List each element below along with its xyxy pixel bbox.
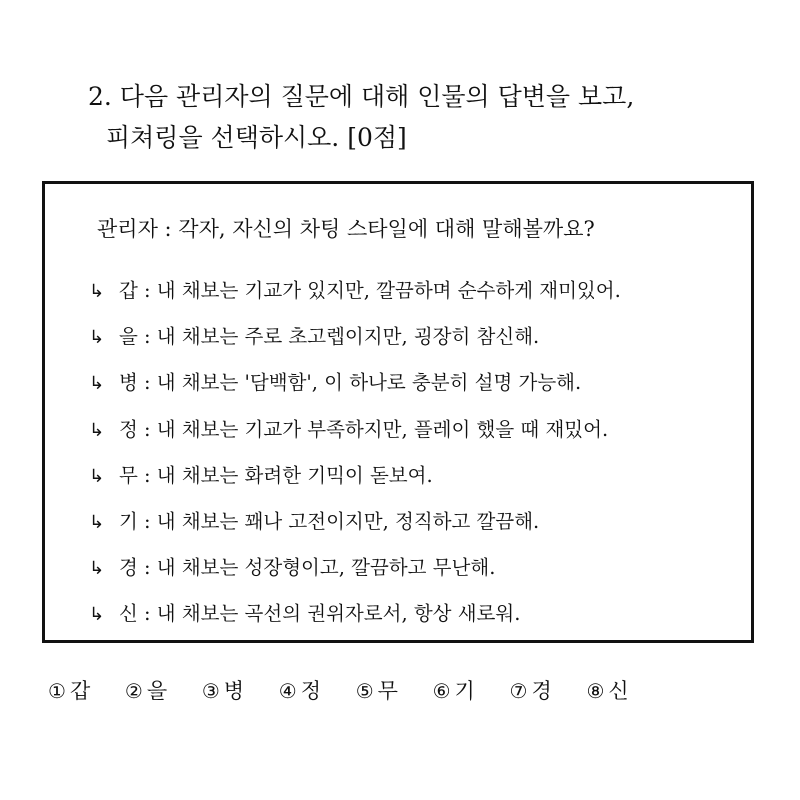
answer-text: 갑 : 내 채보는 기교가 있지만, 깔끔하며 순수하게 재미있어. (119, 279, 621, 302)
choice-number: ⑥ (432, 679, 451, 703)
answer-item (89, 278, 621, 324)
answer-list (89, 278, 621, 648)
reply-arrow-icon: ↳ (89, 558, 105, 580)
choice-4[interactable] (279, 676, 321, 706)
answer-item (89, 601, 621, 647)
answer-text: 무 : 내 채보는 화려한 기믹이 돋보여. (119, 463, 433, 487)
reply-arrow-icon: ↳ (89, 465, 105, 487)
answer-text: 신 : 내 채보는 곡선의 권위자로서, 항상 새로워. (119, 602, 521, 626)
reply-arrow-icon: ↳ (89, 373, 105, 395)
choice-6[interactable] (433, 676, 475, 706)
choice-8[interactable] (586, 676, 628, 706)
answer-text: 기 : 내 채보는 꽤나 고전이지만, 정직하고 깔끔해. (119, 509, 540, 533)
choice-number: ① (48, 679, 66, 703)
reply-arrow-icon: ↳ (89, 511, 105, 533)
reply-arrow-icon: ↳ (89, 327, 105, 349)
choice-label: 병 (223, 679, 245, 703)
choice-5[interactable] (356, 676, 398, 706)
choice-number: ③ (201, 679, 220, 703)
answer-item (89, 463, 621, 509)
dialogue-box (42, 181, 754, 643)
answer-text: 을 : 내 채보는 주로 초고렙이지만, 굉장히 참신해. (119, 325, 540, 349)
choice-number: ⑧ (586, 679, 605, 703)
answer-item (89, 555, 621, 601)
choice-7[interactable] (510, 676, 552, 706)
answer-item (89, 370, 621, 416)
answer-text: 병 : 내 채보는 '담백함', 이 하나로 충분히 설명 가능해. (119, 371, 582, 395)
choice-number: ② (124, 679, 143, 703)
choice-label: 신 (608, 679, 629, 703)
manager-question: 관리자 : 각자, 자신의 차팅 스타일에 대해 말해볼까요? (97, 217, 595, 241)
choice-label: 경 (531, 679, 552, 703)
choice-label: 기 (454, 679, 475, 703)
choice-2[interactable] (125, 676, 167, 706)
answer-text: 정 : 내 채보는 기교가 부족하지만, 플레이 했을 때 재밌어. (119, 417, 609, 441)
reply-arrow-icon: ↳ (89, 604, 105, 626)
reply-arrow-icon: ↳ (89, 419, 105, 441)
answer-item (89, 324, 621, 370)
question-prompt (88, 76, 768, 158)
choice-number: ⑤ (355, 679, 374, 703)
answer-choices (48, 676, 657, 706)
answer-item (89, 509, 621, 555)
choice-label: 갑 (69, 679, 91, 703)
answer-item (89, 417, 621, 463)
question-line-1: 2. 다음 관리자의 질문에 대해 인물의 답변을 보고, (88, 82, 635, 111)
question-line-2: 피쳐링을 선택하시오. [0점] (106, 123, 407, 152)
choice-label: 무 (377, 679, 398, 703)
choice-1[interactable] (48, 676, 90, 706)
choice-label: 정 (300, 679, 321, 703)
answer-text: 경 : 내 채보는 성장형이고, 깔끔하고 무난해. (119, 556, 496, 580)
choice-number: ⑦ (509, 679, 528, 703)
choice-number: ④ (278, 679, 297, 703)
reply-arrow-icon: ↳ (89, 281, 105, 302)
choice-3[interactable] (202, 676, 244, 706)
choice-label: 을 (146, 679, 168, 703)
